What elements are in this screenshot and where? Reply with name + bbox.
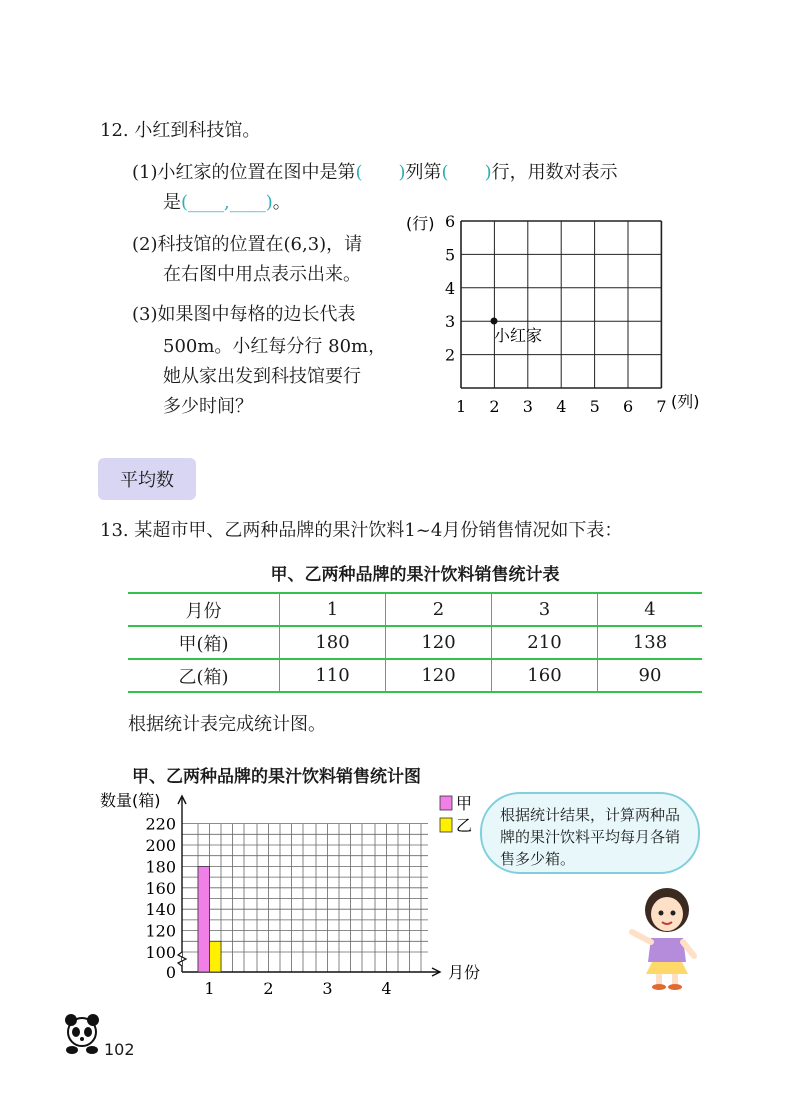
- q12-part3-line1: (3)如果图中每格的边长代表: [132, 304, 356, 325]
- grid-lines: [461, 221, 661, 388]
- table-header-row: [128, 593, 702, 626]
- girl-illustration: [622, 880, 712, 990]
- grid-y-tick: 6: [445, 212, 456, 231]
- q12-part2-line2: 在右图中用点表示出来。: [163, 264, 361, 285]
- grid-x-tick: 1: [456, 397, 467, 416]
- chart-x-tick: 3: [322, 979, 333, 998]
- chart-title: 甲、乙两种品牌的果汁饮料销售统计图: [132, 767, 421, 787]
- q13-instruction: 根据统计表完成统计图。: [128, 714, 326, 735]
- bar-chart[interactable]: [90, 788, 490, 1003]
- table-header-cell: 月份: [128, 593, 280, 626]
- chart-axis-break: [178, 952, 186, 966]
- table-header-cell: 4: [597, 593, 702, 626]
- chart-y-tick: 180: [145, 857, 176, 877]
- chart-y-tick: 0: [165, 963, 176, 982]
- chart-legend: [440, 794, 472, 835]
- table-cell: 160: [491, 659, 597, 692]
- chart-y-tick: 160: [145, 878, 176, 898]
- chart-y-tick: 220: [145, 814, 176, 834]
- table-cell: 120: [386, 659, 492, 692]
- q12-part1: [132, 160, 618, 186]
- chart-x-tick: 2: [263, 979, 274, 998]
- table-cell: 120: [386, 626, 492, 659]
- q12-part2-line1: (2)科技馆的位置在(6,3)，请: [132, 234, 363, 255]
- section-tag-average: 平均数: [98, 458, 196, 500]
- grid-col-label: (列): [671, 392, 700, 411]
- legend-label: 甲: [456, 794, 473, 813]
- chart-y-tick: 100: [145, 943, 176, 962]
- grid-x-tick: 6: [623, 397, 634, 416]
- q12-part1-text-b: 列第: [405, 162, 442, 183]
- q12-part1-text-a: (1)小红家的位置在图中是第: [132, 162, 356, 183]
- q12-part1-line2: [163, 190, 291, 216]
- q12-part3-line3: 她从家出发到科技馆要行: [163, 366, 361, 387]
- q12-title: 12. 小红到科技馆。: [100, 120, 261, 141]
- chart-bar: [198, 866, 210, 972]
- answer-blank-row[interactable]: ( ): [441, 162, 492, 183]
- grid-x-tick: 3: [522, 397, 533, 416]
- table-cell: 210: [491, 626, 597, 659]
- grid-y-tick: 3: [445, 312, 456, 332]
- answer-blank-column[interactable]: ( ): [355, 162, 406, 183]
- table-cell: 乙(箱): [128, 659, 280, 692]
- speech-bubble: 根据统计结果，计算两种品牌的果汁饮料平均每月各销售多少箱。: [480, 792, 700, 874]
- legend-swatch: [440, 818, 452, 832]
- grid-x-tick: 2: [489, 397, 500, 416]
- panda-icon: [62, 1012, 102, 1056]
- table-cell: 138: [597, 626, 702, 659]
- grid-y-tick: 4: [445, 278, 456, 298]
- answer-blank-pair[interactable]: (____,____): [181, 192, 273, 213]
- table-cell: 110: [280, 659, 386, 692]
- sales-table: [128, 592, 702, 693]
- grid-x-tick: 4: [556, 397, 567, 416]
- grid-tick-labels: [445, 212, 667, 416]
- table-cell: 180: [280, 626, 386, 659]
- table-header-cell: 3: [491, 593, 597, 626]
- table-cell: 90: [597, 659, 702, 692]
- q13-title: 13. 某超市甲、乙两种品牌的果汁饮料1~4月份销售情况如下表：: [100, 520, 623, 541]
- chart-y-tick: 200: [145, 836, 176, 855]
- chart-x-label: 月份: [448, 963, 481, 982]
- table-row: [128, 659, 702, 692]
- grid-y-tick: 5: [445, 245, 456, 265]
- table-row: [128, 626, 702, 659]
- legend-label: 乙: [456, 816, 473, 835]
- chart-y-tick: 140: [145, 900, 176, 920]
- chart-tick-labels: [100, 791, 480, 998]
- q12-part3-line4: 多少时间？: [163, 396, 253, 417]
- home-point: [491, 318, 498, 325]
- q12-part1-end: 。: [272, 192, 291, 213]
- grid-y-tick: 2: [445, 345, 456, 365]
- table-header-cell: 1: [280, 593, 386, 626]
- chart-x-tick: 1: [204, 979, 215, 998]
- chart-y-tick: 120: [145, 921, 176, 941]
- grid-row-label: (行): [406, 214, 435, 233]
- chart-bars: [198, 866, 221, 972]
- chart-x-tick: 4: [381, 979, 392, 998]
- grid-x-tick: 5: [589, 397, 600, 416]
- page-number: 102: [104, 1040, 135, 1059]
- table-header-cell: 2: [386, 593, 492, 626]
- chart-bar: [210, 941, 222, 972]
- coordinate-grid[interactable]: [400, 205, 710, 420]
- q12-part1-text-c: 行，用数对表示: [491, 162, 618, 183]
- q12-part1-text-d: 是: [163, 192, 181, 213]
- legend-swatch: [440, 796, 452, 810]
- home-point-label: 小红家: [494, 326, 543, 345]
- table-title: 甲、乙两种品牌的果汁饮料销售统计表: [270, 565, 560, 585]
- chart-y-label: 数量(箱): [100, 791, 161, 810]
- q12-part3-line2: 500m。小红每分行 80m，: [163, 336, 387, 357]
- grid-x-tick: 7: [656, 397, 667, 416]
- table-cell: 甲(箱): [128, 626, 280, 659]
